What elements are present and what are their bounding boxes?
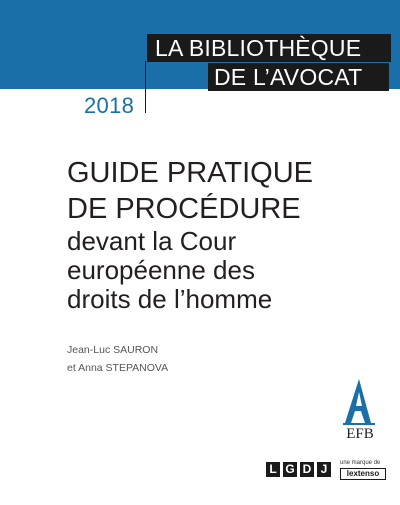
- book-subtitle-line2: européenne des: [67, 255, 255, 285]
- book-subtitle: [67, 227, 272, 314]
- author-line1: Jean-Luc SAURON: [67, 344, 159, 356]
- efb-label: EFB: [346, 426, 374, 442]
- lgdj-letter: G: [283, 462, 297, 477]
- lgdj-logo: [266, 462, 331, 477]
- vertical-divider: [145, 61, 146, 113]
- authors: [67, 341, 168, 377]
- series-title-line1: LA BIBLIOTHÈQUE: [147, 34, 391, 62]
- lextenso-logo: lextenso: [340, 468, 386, 480]
- book-subtitle-line1: devant la Cour: [67, 226, 237, 256]
- lgdj-letter: J: [317, 462, 331, 477]
- brand-note: une marque de: [340, 460, 381, 466]
- lgdj-letter: D: [300, 462, 314, 477]
- author-line2: et Anna STEPANOVA: [67, 362, 169, 374]
- series-title-line2: DE L’AVOCAT: [208, 63, 389, 91]
- lgdj-letter: L: [266, 462, 280, 477]
- book-title-main-line1: GUIDE PRATIQUE: [67, 157, 313, 189]
- edition-year: 2018: [84, 93, 135, 118]
- book-title-main: [67, 155, 313, 227]
- book-title-main-line2: DE PROCÉDURE: [67, 193, 301, 225]
- book-subtitle-line3: droits de l’homme: [67, 284, 273, 314]
